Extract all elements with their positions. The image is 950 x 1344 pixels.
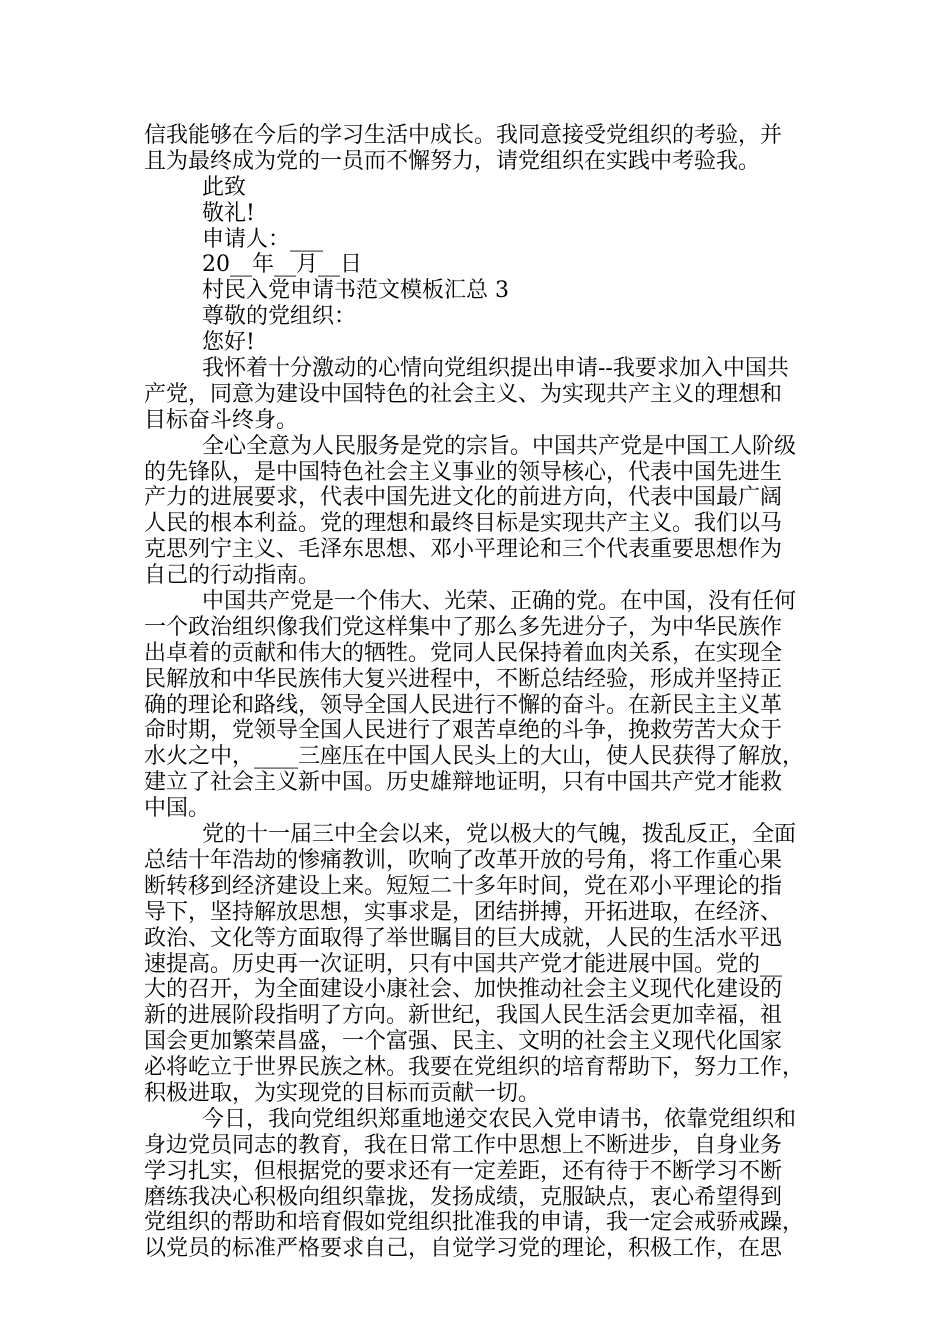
text-line: 且为最终成为党的一员而不懈努力，请党组织在实践中考验我。 bbox=[144, 148, 761, 174]
text-line: 命时期，党领导全国人民进行了艰苦卓绝的斗争，挽救劳苦大众于 bbox=[144, 718, 783, 744]
text-line: 的先锋队，是中国特色社会主义事业的领导核心，代表中国先进生 bbox=[144, 459, 783, 485]
text-line: 必将屹立于世界民族之林。我要在党组织的培育帮助下，努力工作， bbox=[144, 1055, 805, 1081]
text-line: 中国。 bbox=[144, 796, 211, 822]
text-line: 以党员的标准严格要求自己，自觉学习党的理论，积极工作，在思 bbox=[144, 1236, 783, 1262]
text-line: 确的理论和路线，领导全国人民进行不懈的奋斗。在新民主主义革 bbox=[144, 692, 783, 718]
text-line: 克思列宁主义、毛泽东思想、邓小平理论和三个代表重要思想作为 bbox=[144, 537, 783, 563]
text-line: 导下，坚持解放思想，实事求是，团结拼搏，开拓进取，在经济、 bbox=[144, 899, 783, 925]
text-line: 目标奋斗终身。 bbox=[144, 407, 299, 433]
text-line: 您好! bbox=[202, 330, 255, 356]
text-line: 学习扎实，但根据党的要求还有一定差距，还有待于不断学习不断 bbox=[144, 1158, 783, 1184]
text-line: 总结十年浩劫的惨痛教训，吹响了改革开放的号角，将工作重心果 bbox=[144, 847, 783, 873]
text-line: 断转移到经济建设上来。短短二十多年时间，党在邓小平理论的指 bbox=[144, 873, 783, 899]
text-line: 一个政治组织像我们党这样集中了那么多先进分子，为中华民族作 bbox=[144, 614, 783, 640]
text-line: 我怀着十分激动的心情向党组织提出申请--我要求加入中国共 bbox=[202, 356, 789, 382]
text-line: 出卓着的贡献和伟大的牺牲。党同人民保持着血肉关系，在实现全 bbox=[144, 640, 783, 666]
text-line: 此致 bbox=[202, 174, 247, 200]
text-line: 党的十一届三中全会以来，党以极大的气魄，拨乱反正，全面 bbox=[202, 822, 797, 848]
text-line: 申请人：___ bbox=[202, 226, 324, 252]
text-line: 国会更加繁荣昌盛，一个富强、民主、文明的社会主义现代化国家 bbox=[144, 1029, 783, 1055]
text-line: 产党，同意为建设中国特色的社会主义、为实现共产主义的理想和 bbox=[144, 381, 783, 407]
text-line: 磨练我决心积极向组织靠拢，发扬成绩，克服缺点，衷心希望得到 bbox=[144, 1184, 783, 1210]
text-line: 新的进展阶段指明了方向。新世纪，我国人民生活会更加幸福，祖 bbox=[144, 1003, 783, 1029]
text-line: 政治、文化等方面取得了举世瞩目的巨大成就，人民的生活水平迅 bbox=[144, 925, 783, 951]
document-page bbox=[144, 123, 804, 1262]
text-line: 尊敬的党组织： bbox=[202, 304, 357, 330]
text-line: 全心全意为人民服务是党的宗旨。中国共产党是中国工人阶级 bbox=[202, 433, 797, 459]
text-line: 大的召开，为全面建设小康社会、加快推动社会主义现代化建设的 bbox=[144, 977, 783, 1003]
text-line: 速提高。历史再一次证明，只有中国共产党才能进展中国。党的__ bbox=[144, 951, 783, 977]
text-line: 水火之中，____三座压在中国人民头上的大山，使人民获得了解放， bbox=[144, 744, 805, 770]
text-line: 人民的根本利益。党的理想和最终目标是实现共产主义。我们以马 bbox=[144, 511, 783, 537]
text-line: 敬礼! bbox=[202, 200, 255, 226]
text-line: 信我能够在今后的学习生活中成长。我同意接受党组织的考验，并 bbox=[144, 123, 783, 148]
text-line: 党组织的帮助和培育假如党组织批准我的申请，我一定会戒骄戒躁， bbox=[144, 1210, 805, 1236]
text-line: 20__年__月__日 bbox=[202, 252, 362, 278]
text-line: 积极进取，为实现党的目标而贡献一切。 bbox=[144, 1080, 541, 1106]
text-line: 产力的进展要求，代表中国先进文化的前进方向，代表中国最广阔 bbox=[144, 485, 783, 511]
text-line: 中国共产党是一个伟大、光荣、正确的党。在中国，没有任何 bbox=[202, 589, 797, 615]
text-line: 建立了社会主义新中国。历史雄辩地证明，只有中国共产党才能救 bbox=[144, 770, 783, 796]
text-line: 身边党员同志的教育，我在日常工作中思想上不断进步，自身业务 bbox=[144, 1132, 783, 1158]
text-line: 自己的行动指南。 bbox=[144, 563, 321, 589]
text-line: 民解放和中华民族伟大复兴进程中，不断总结经验，形成并坚持正 bbox=[144, 666, 783, 692]
text-line: 今日，我向党组织郑重地递交农民入党申请书，依靠党组织和 bbox=[202, 1106, 797, 1132]
text-line: 村民入党申请书范文模板汇总 3 bbox=[202, 278, 509, 304]
